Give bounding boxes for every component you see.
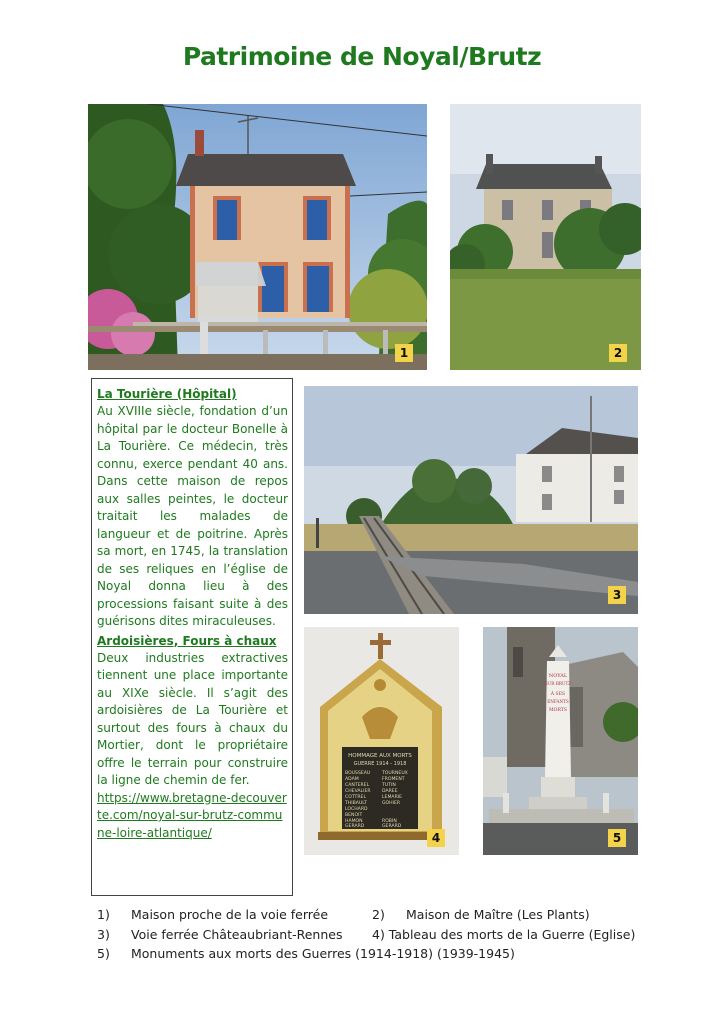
source-link[interactable]: https://www.bretagne-decouverte.com/noyal-sur-brutz-commune-loire-atlantique/	[97, 790, 287, 840]
page-title: Patrimoine de Noyal/Brutz	[182, 42, 542, 71]
svg-text:GERARD: GERARD	[345, 824, 365, 829]
caption-1-num: 1)	[97, 907, 110, 922]
svg-text:HAMON: HAMON	[345, 819, 363, 824]
photo-4	[304, 627, 459, 855]
svg-text:GOHIER: GOHIER	[382, 801, 401, 806]
svg-text:BENOIT: BENOIT	[345, 813, 363, 818]
section-tourriere-title: La Tourière (Hôpital)	[97, 387, 237, 401]
caption-row-1	[97, 905, 657, 925]
svg-text:DAREE: DAREE	[382, 789, 398, 794]
photo-5	[483, 627, 638, 855]
caption-2-num: 2)	[372, 907, 385, 922]
photo-badge-5: 5	[608, 829, 626, 847]
obelisk-line3: À SES	[550, 692, 566, 697]
svg-text:THIBAULT: THIBAULT	[345, 801, 368, 806]
photo-captions	[97, 905, 657, 964]
svg-text:CHEVALIER: CHEVALIER	[345, 789, 371, 794]
svg-text:LOCHARD: LOCHARD	[345, 807, 368, 812]
section-tourriere-body: Au XVIIIe siècle, fondation d’un hôpital par le docteur Bonelle à La Tourière. Ce médecin, très connu, exerce pendant 40 ans. Dans cette maison de repos aux salles peintes, le docteur traitait les malades de langueur et de poitrine. Après sa mort, en 1745, la translation de ses reliques en l’église de Noyal donna lieu à des processions faisant suite à des guérisons dites miraculeuses.	[97, 404, 288, 628]
photo-badge-3: 3	[608, 586, 626, 604]
svg-text:LEMARIE: LEMARIE	[382, 795, 403, 800]
war-monument-obelisk-image	[483, 627, 638, 855]
svg-text:ROBIN: ROBIN	[382, 819, 397, 824]
photo-badge-4: 4	[427, 829, 445, 847]
house-near-railway-image	[88, 104, 427, 370]
svg-text:COTTREL: COTTREL	[345, 795, 367, 800]
section-ardoisieres-title: Ardoisières, Fours à chaux	[97, 633, 277, 648]
photo-1	[88, 104, 427, 370]
caption-3-text: Voie ferrée Châteaubriant-Rennes	[131, 926, 343, 942]
photo-3	[304, 386, 638, 614]
svg-text:BOUSSEAU: BOUSSEAU	[345, 771, 371, 776]
svg-text:ADAM: ADAM	[345, 777, 359, 782]
plaque-subheading: GUERRE 1914 - 1918	[353, 761, 407, 767]
svg-text:CANTEREL: CANTEREL	[345, 783, 370, 788]
caption-row-3	[97, 944, 657, 964]
obelisk-line5: MORTS	[548, 708, 568, 713]
svg-text:FROMENT: FROMENT	[382, 777, 405, 782]
svg-text:TOURNEUX: TOURNEUX	[382, 771, 408, 776]
caption-1-text: Maison proche de la voie ferrée	[131, 907, 329, 922]
caption-4-text: 4) Tableau des morts de la Guerre (Eglise)	[372, 926, 636, 942]
caption-row-2	[97, 925, 657, 945]
railway-track-image	[304, 386, 638, 614]
photo-badge-2: 2	[609, 344, 627, 362]
svg-text:GERARD: GERARD	[382, 824, 402, 829]
obelisk-line4: ENFANTS	[547, 699, 569, 704]
photo-2	[450, 104, 641, 370]
obelisk-line1: NOYAL	[548, 673, 568, 679]
plaque-heading: HOMMAGE AUX MORTS	[348, 753, 412, 759]
text-box	[91, 378, 293, 896]
section-ardoisieres-body: Deux industries extractives tiennent une place importante au XIXe siècle. Il s’agit des ardoisières de La Tourière et surtout des fours à chaux du Mortier, dont le propriétaire offre le terrain pour construire la ligne de chemin de fer.	[97, 650, 288, 787]
caption-3-num: 3)	[97, 926, 110, 942]
war-memorial-tablet-image	[304, 627, 459, 855]
photo-badge-1: 1	[395, 344, 413, 362]
caption-5-num: 5)	[97, 946, 110, 961]
obelisk-line2: SUR BRUTZ	[544, 681, 572, 686]
svg-text:TUTIN: TUTIN	[382, 783, 396, 788]
caption-2-text: Maison de Maître (Les Plants)	[406, 907, 590, 922]
caption-5-text: Monuments aux morts des Guerres (1914-1918) (1939-1945)	[131, 946, 515, 961]
manor-house-image	[450, 104, 641, 370]
